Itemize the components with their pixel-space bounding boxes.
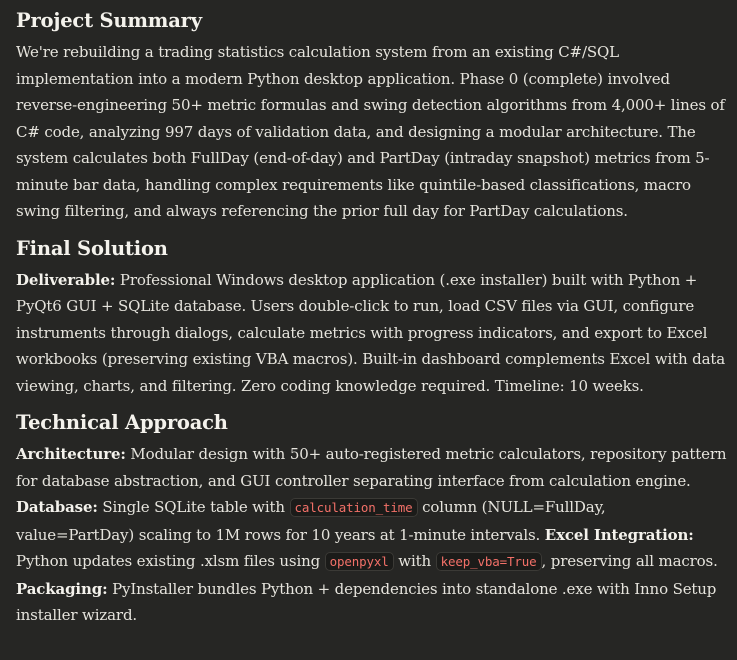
inline-code-openpyxl: openpyxl — [325, 552, 394, 571]
excel-integration-text-with: with — [393, 552, 436, 570]
architecture-label: Architecture: — [16, 445, 126, 463]
packaging-text: PyInstaller bundles Python + dependencies into standalone .exe with Inno Setup installer wizard. — [16, 579, 717, 624]
deliverable-text: Professional Windows desktop application (.exe installer) built with Python + PyQt6 GUI + SQLite database. Users double-click to run, load CSV files via GUI, configure instruments through dialogs, calculate metrics with progress indicators, and export to Excel workbooks (preserving existing VBA macros). Built-in dashboard complements Excel with data viewing, charts, and filtering. Zero coding knowledge required. Timeline: 10 weeks. — [16, 270, 726, 395]
database-label: Database: — [16, 498, 98, 516]
section-heading-project-summary: Project Summary — [16, 9, 202, 32]
excel-integration-text: Python updates existing .xlsm files using — [16, 552, 325, 570]
final-solution-paragraph — [16, 267, 727, 400]
architecture-text: Modular design with 50+ auto-registered metric calculators, repository pattern for database abstraction, and GUI controller separating interface from calculation engine. — [16, 445, 727, 490]
inline-code-keep-vba: keep_vba=True — [436, 552, 542, 571]
project-summary-paragraph: We're rebuilding a trading statistics calculation system from an existing C#/SQL implementation into a modern Python desktop application. Phase 0 (complete) involved reverse-engineering 50+ metric formulas and swing detection algorithms from 4,000+ lines of C# code, analyzing 997 days of validation data, and designing a modular architecture. The system calculates both FullDay (end-of-day) and PartDay (intraday snapshot) metrics from 5-minute bar data, handling complex requirements like quintile-based classifications, macro swing filtering, and always referencing the prior full day for PartDay calculations. — [16, 43, 725, 220]
packaging-label: Packaging: — [16, 579, 108, 598]
deliverable-label: Deliverable: — [16, 270, 116, 289]
database-text: Single SQLite table with — [97, 498, 290, 516]
section-heading-technical-approach: Technical Approach — [16, 411, 228, 434]
section-heading-final-solution: Final Solution — [16, 236, 168, 260]
inline-code-calculation-time: calculation_time — [290, 498, 418, 517]
excel-integration-text-end: , preserving all macros. — [541, 552, 718, 570]
excel-integration-label: Excel Integration: — [544, 525, 694, 544]
database-text-continued: column (NULL=FullDay, value=PartDay) scaling to 1M rows for 10 years at 1-minute intervals. — [16, 498, 606, 544]
technical-approach-paragraph — [16, 441, 727, 629]
